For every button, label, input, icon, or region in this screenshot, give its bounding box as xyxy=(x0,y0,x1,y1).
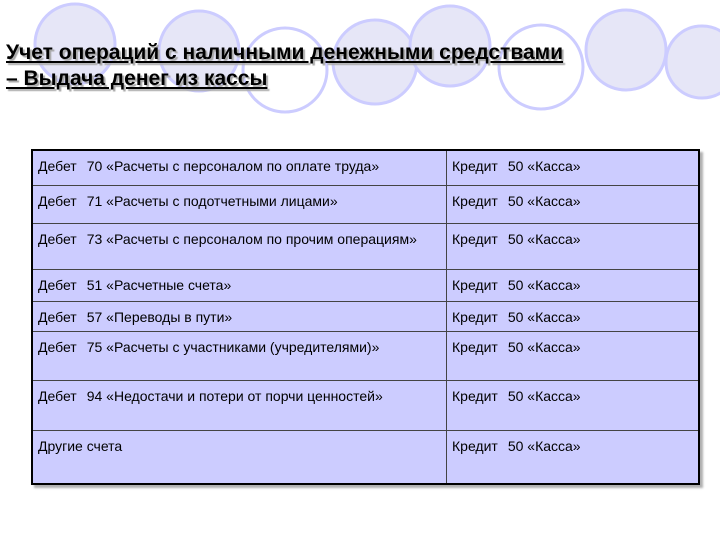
table-row xyxy=(32,430,699,484)
debit-cell xyxy=(32,331,447,380)
credit-account: 50 «Касса» xyxy=(507,192,581,209)
debit-cell xyxy=(32,301,447,331)
credit-label: Кредит xyxy=(452,338,498,355)
table-row xyxy=(32,380,699,430)
table-row xyxy=(32,269,699,301)
credit-account: 50 «Касса» xyxy=(507,230,581,247)
debit-account: 71 «Расчеты с подотчетными лицами» xyxy=(86,192,338,209)
debit-cell xyxy=(32,269,447,301)
credit-account: 50 «Касса» xyxy=(507,387,581,404)
debit-label: Дебет xyxy=(38,158,77,174)
credit-label: Кредит xyxy=(452,192,498,209)
debit-label: Дебет xyxy=(38,338,77,355)
table-row xyxy=(32,185,699,223)
debit-account: Другие счета xyxy=(38,437,123,454)
table-row xyxy=(32,223,699,269)
credit-cell xyxy=(447,301,700,331)
credit-cell xyxy=(447,269,700,301)
credit-label: Кредит xyxy=(452,308,498,325)
debit-cell xyxy=(32,185,447,223)
debit-account: 57 «Переводы в пути» xyxy=(86,308,233,325)
credit-label: Кредит xyxy=(452,387,498,404)
credit-cell xyxy=(447,150,700,185)
credit-account: 50 «Касса» xyxy=(507,437,581,454)
title-line-2: – Выдача денег из кассы xyxy=(6,67,268,90)
credit-account: 50 «Касса» xyxy=(507,276,581,293)
debit-label: Дебет xyxy=(38,276,77,293)
credit-cell xyxy=(447,331,700,380)
posting-table xyxy=(31,149,700,485)
table-row xyxy=(32,331,699,380)
debit-account: 94 «Недостачи и потери от порчи ценностей» xyxy=(86,387,383,404)
credit-cell xyxy=(447,185,700,223)
credit-cell xyxy=(447,223,700,269)
debit-label: Дебет xyxy=(38,308,77,325)
debit-label: Дебет xyxy=(38,387,77,404)
debit-account: 73 «Расчеты с персоналом по прочим операциям» xyxy=(86,230,417,247)
credit-label: Кредит xyxy=(452,437,498,454)
credit-account: 50 «Касса» xyxy=(507,338,581,355)
page-title xyxy=(6,40,716,92)
table-row xyxy=(32,301,699,331)
debit-account: 75 «Расчеты с участниками (учредителями)» xyxy=(86,338,380,355)
debit-label: Дебет xyxy=(38,192,77,209)
credit-account: 50 «Касса» xyxy=(507,308,581,325)
title-line-1: Учет операций с наличными денежными средствами xyxy=(6,41,564,64)
credit-label: Кредит xyxy=(452,230,498,247)
credit-label: Кредит xyxy=(452,276,498,293)
debit-cell xyxy=(32,380,447,430)
debit-cell xyxy=(32,223,447,269)
table-row xyxy=(32,150,699,185)
credit-account: 50 «Касса» xyxy=(507,158,581,174)
credit-cell xyxy=(447,380,700,430)
debit-account: 70 «Расчеты с персоналом по оплате труда» xyxy=(86,158,380,174)
credit-label: Кредит xyxy=(452,158,498,174)
debit-cell xyxy=(32,150,447,185)
credit-cell xyxy=(447,430,700,484)
debit-cell xyxy=(32,430,447,484)
debit-label: Дебет xyxy=(38,230,77,247)
debit-account: 51 «Расчетные счета» xyxy=(86,276,232,293)
